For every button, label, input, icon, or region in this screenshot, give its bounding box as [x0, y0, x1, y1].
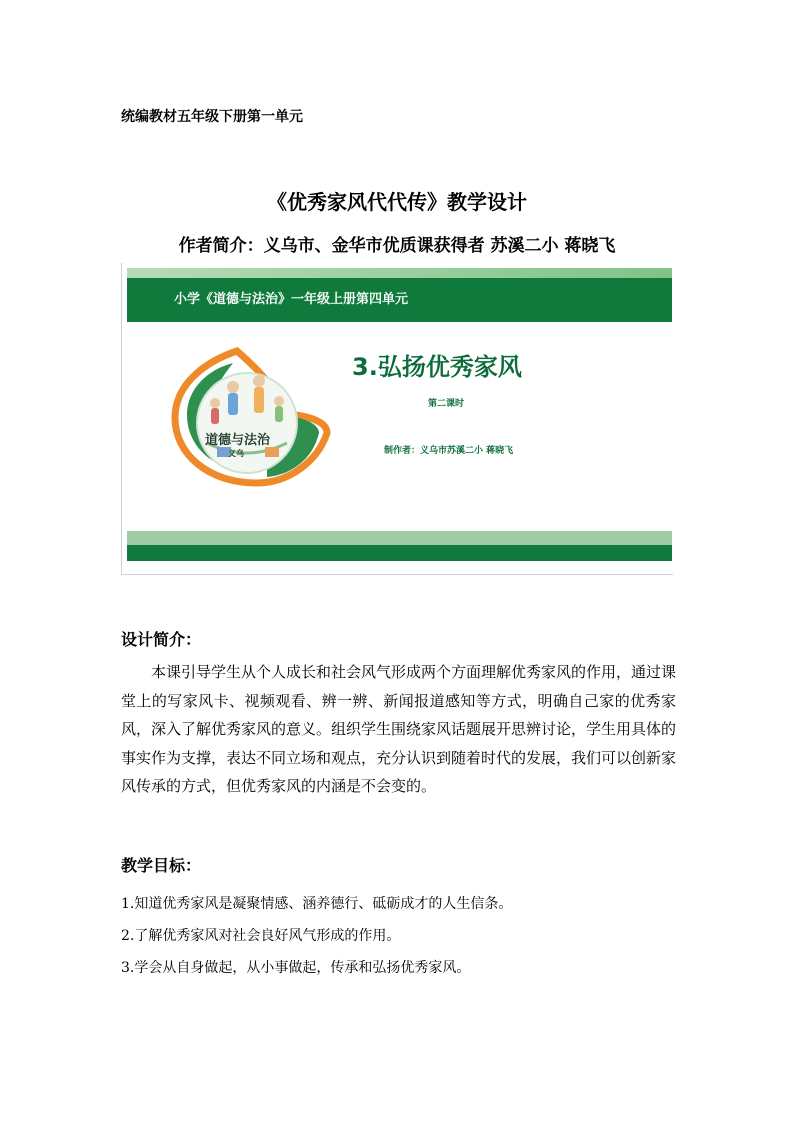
slide-bottom-stripe-dark — [127, 545, 672, 561]
goal-item-3: 3.学会从自身做起，从小事做起，传承和弘扬优秀家风。 — [121, 960, 471, 976]
slide-top-bar — [127, 268, 672, 278]
design-intro-paragraph: 本课引导学生从个人成长和社会风气形成两个方面理解优秀家风的作用，通过课堂上的写家风卡、视频观看、辨一辨、新闻报道感知等方式，明确自己家的优秀家风，深入了解优秀家风的意义。组织学生围绕家风话题展开思辨讨论，学生用具体的事实作为支撑，表达不同立场和观点，充分认识到随着时代的发展，我们可以创新家风传承的方式，但优秀家风的内涵是不会变的。 — [121, 663, 677, 795]
slide-header-banner: 小学《道德与法治》一年级上册第四单元 — [127, 278, 672, 322]
slide-lesson-title: 3.弘扬优秀家风 — [352, 353, 522, 381]
unit-line: 统编教材五年级下册第一单元 — [121, 109, 303, 125]
document-title: 《优秀家风代代传》教学设计 — [267, 190, 527, 214]
goal-item-2: 2.了解优秀家风对社会良好风气形成的作用。 — [121, 928, 401, 944]
logo-subtext: 义乌 — [228, 448, 244, 458]
goal-item-1: 1.知道优秀家风是凝聚情感、涵养德行、砥砺成才的人生信条。 — [121, 896, 513, 912]
author-intro: 作者简介：义乌市、金华市优质课获得者 苏溪二小 蒋晓飞 — [178, 236, 616, 256]
textbook-logo-icon — [167, 343, 337, 493]
slide-bottom-stripe-light — [127, 531, 672, 545]
design-intro-heading: 设计简介： — [121, 630, 202, 649]
slide-maker: 制作者：义乌市苏溪二小 蒋晓飞 — [384, 446, 514, 456]
goals-heading: 教学目标： — [121, 856, 202, 875]
cover-slide-image — [121, 263, 673, 575]
logo-text: 道德与法治 — [205, 433, 271, 448]
slide-session: 第二课时 — [428, 399, 465, 409]
